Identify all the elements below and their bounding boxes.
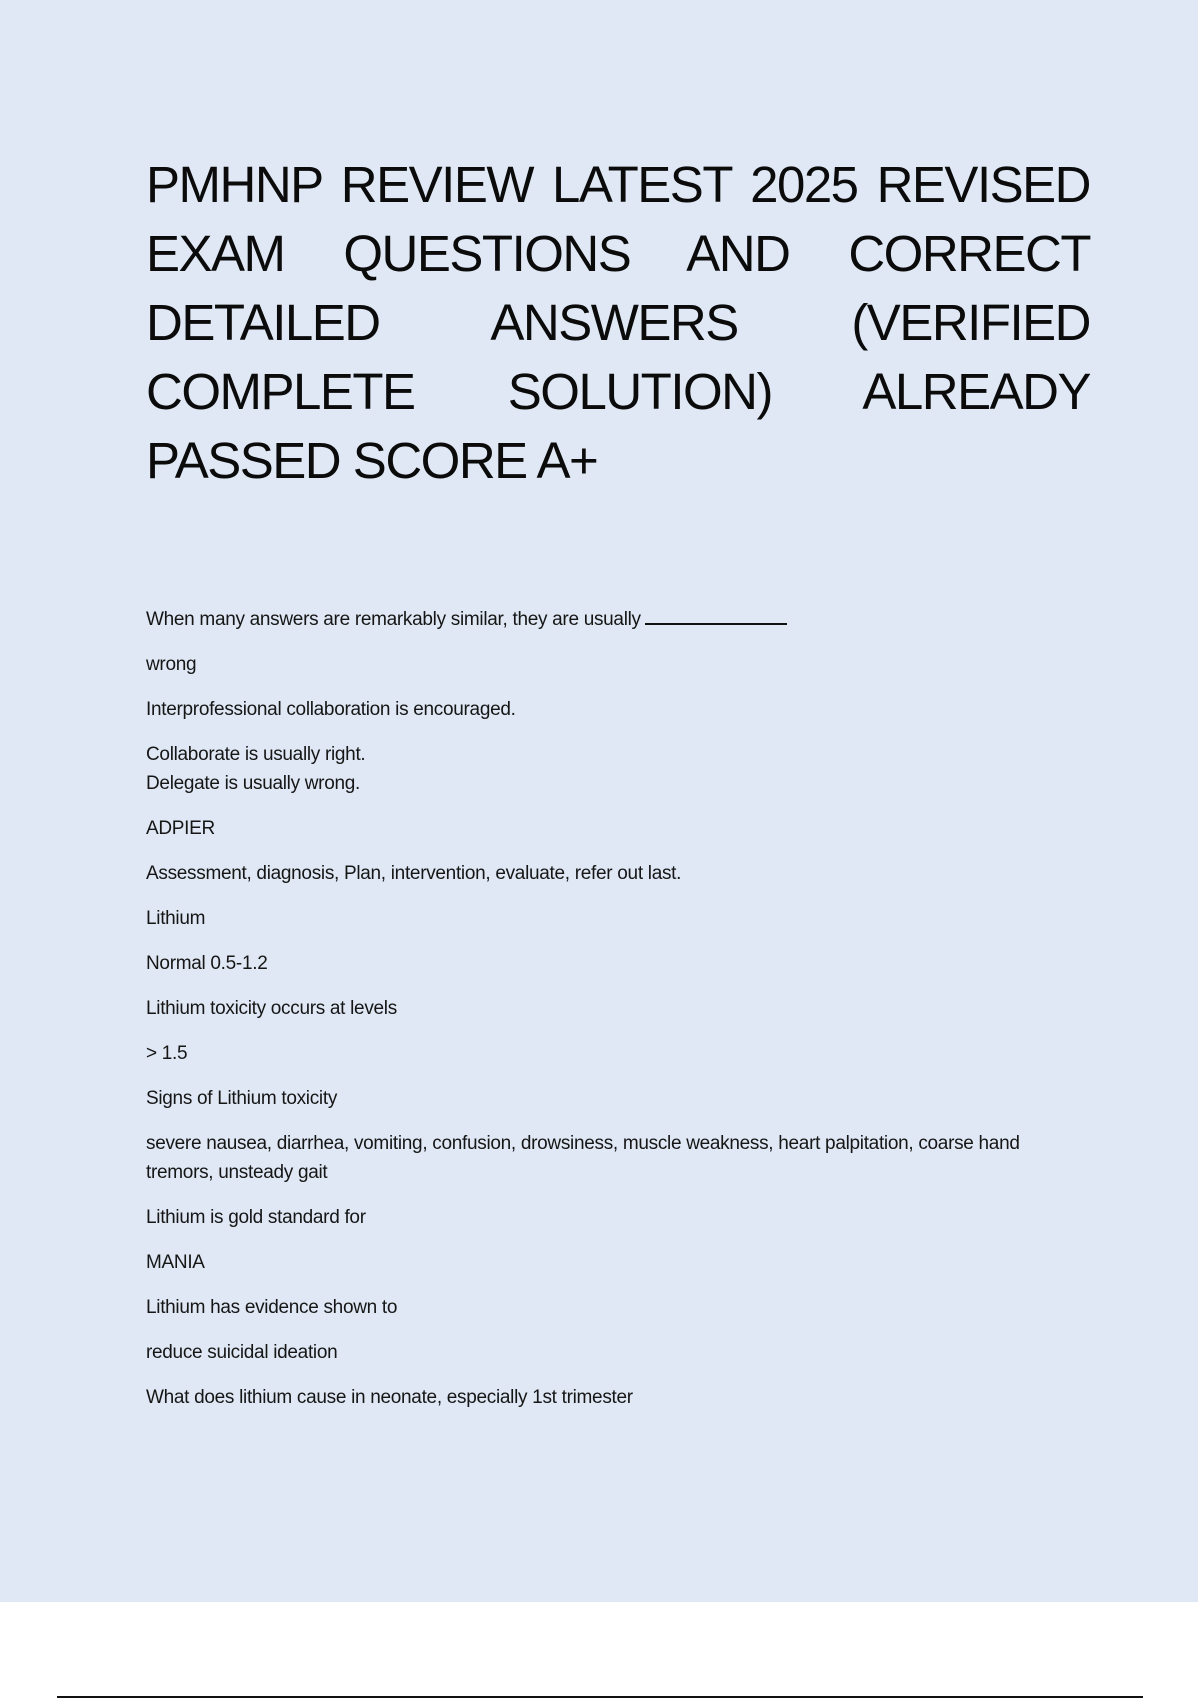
question-line: Signs of Lithium toxicity	[146, 1088, 338, 1109]
answer-line: Delegate is usually wrong.	[146, 773, 360, 794]
answer-line: Normal 0.5-1.2	[146, 953, 268, 974]
answer-line: severe nausea, diarrhea, vomiting, confusion, drowsiness, muscle weakness, heart palpitation, coarse hand tremors, unsteady gait	[146, 1133, 1025, 1183]
question-line: Interprofessional collaboration is encouraged.	[146, 699, 516, 720]
document-body	[146, 605, 1086, 1428]
answer-line: Collaborate is usually right.	[146, 744, 366, 765]
question-line: Lithium toxicity occurs at levels	[146, 998, 397, 1019]
answer-line: reduce suicidal ideation	[146, 1342, 338, 1363]
answer-line: > 1.5	[146, 1043, 188, 1064]
question-line: Lithium is gold standard for	[146, 1207, 366, 1228]
question-line	[146, 605, 1086, 634]
question-line: Lithium	[146, 908, 206, 929]
question-text: When many answers are remarkably similar, they are usually	[146, 609, 641, 630]
answer-line: Assessment, diagnosis, Plan, intervention, evaluate, refer out last.	[146, 863, 682, 884]
question-line: What does lithium cause in neonate, especially 1st trimester	[146, 1387, 633, 1408]
document-title: PMHNP REVIEW LATEST 2025 REVISED EXAM QUESTIONS AND CORRECT DETAILED ANSWERS (VERIFIED COMPLETE SOLUTION) ALREADY PASSED SCORE A+	[146, 156, 1090, 489]
question-line: ADPIER	[146, 818, 215, 839]
fill-in-blank	[645, 605, 787, 625]
footer-divider	[57, 1696, 1143, 1698]
answer-line: wrong	[146, 654, 197, 675]
question-line: Lithium has evidence shown to	[146, 1297, 398, 1318]
answer-line: MANIA	[146, 1252, 205, 1273]
